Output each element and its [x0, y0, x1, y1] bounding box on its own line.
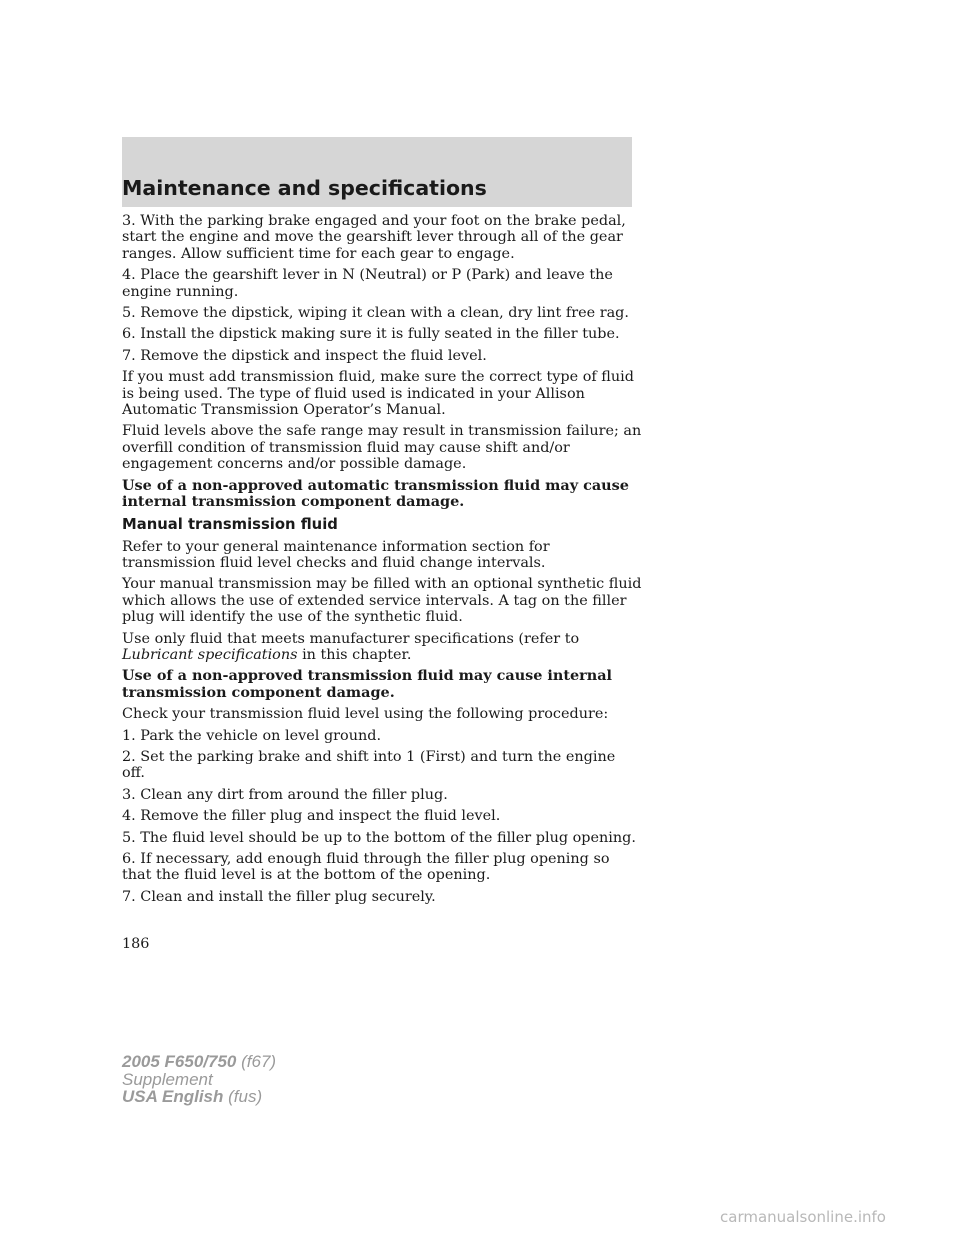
paragraph: Refer to your general maintenance information section for transmission fluid level checks and fluid change intervals.: [122, 538, 550, 571]
footer-line: Supplement: [122, 1069, 213, 1089]
footer-model: 2005 F650/750: [122, 1052, 237, 1071]
paragraph: 1. Park the vehicle on level ground.: [122, 727, 382, 744]
footer-language-code: (fus): [223, 1087, 263, 1106]
cross-reference-link[interactable]: Lubricant specifications: [122, 646, 298, 663]
watermark: carmanualsonline.info: [720, 1208, 886, 1226]
page-number: 186: [122, 936, 150, 952]
footer-edition: [122, 1053, 276, 1106]
paragraph: 5. The fluid level should be up to the bottom of the filler plug opening.: [122, 829, 636, 846]
warning-paragraph: Use of a non-approved automatic transmission fluid may cause internal transmission component damage.: [122, 476, 629, 511]
paragraph: [122, 631, 642, 664]
footer-line: [122, 1053, 276, 1071]
footer-line: [122, 1088, 276, 1106]
paragraph: 6. Install the dipstick making sure it is fully seated in the filler tube.: [122, 326, 620, 343]
paragraph: If you must add transmission fluid, make sure the correct type of fluid is being used. The type of fluid used is indicated in your Allison Automatic Transmission Operator’s Manual.: [122, 369, 634, 419]
section-heading: Manual transmission fluid: [122, 515, 338, 533]
paragraph: Your manual transmission may be filled with an optional synthetic fluid which allows the use of extended service intervals. A tag on the filler plug will identify the use of the synthetic fluid.: [122, 576, 642, 626]
paragraph: Fluid levels above the safe range may result in transmission failure; an overfill condition of transmission fluid may cause shift and/or engagement concerns and/or possible damage.: [122, 423, 642, 473]
paragraph: 2. Set the parking brake and shift into 1 (First) and turn the engine off.: [122, 748, 616, 782]
paragraph: 4. Place the gearshift lever in N (Neutral) or P (Park) and leave the engine running.: [122, 267, 613, 300]
paragraph-text: Use only fluid that meets manufacturer specifications (refer to: [122, 630, 580, 647]
paragraph: 3. Clean any dirt from around the filler plug.: [122, 786, 448, 803]
warning-paragraph: Use of a non-approved transmission fluid may cause internal transmission component damage.: [122, 667, 612, 701]
paragraph: 7. Remove the dipstick and inspect the fluid level.: [122, 347, 487, 364]
paragraph: 5. Remove the dipstick, wiping it clean with a clean, dry lint free rag.: [122, 305, 629, 322]
paragraph: 7. Clean and install the filler plug securely.: [122, 888, 436, 905]
paragraph: 4. Remove the filler plug and inspect the fluid level.: [122, 808, 501, 825]
paragraph: Check your transmission fluid level using the following procedure:: [122, 706, 609, 723]
footer-language: USA English: [122, 1087, 224, 1106]
paragraph-text: in this chapter.: [297, 646, 412, 663]
page-title: Maintenance and specifications: [122, 176, 487, 200]
paragraph: 6. If necessary, add enough fluid through the filler plug opening so that the fluid level is at the bottom of the opening.: [122, 851, 610, 884]
paragraph: 3. With the parking brake engaged and your foot on the brake pedal, start the engine and move the gearshift lever through all of the gear ranges. Allow sufficient time for each gear to engage.: [122, 213, 626, 262]
page-body: [122, 213, 642, 910]
footer-code: (f67): [236, 1052, 277, 1071]
